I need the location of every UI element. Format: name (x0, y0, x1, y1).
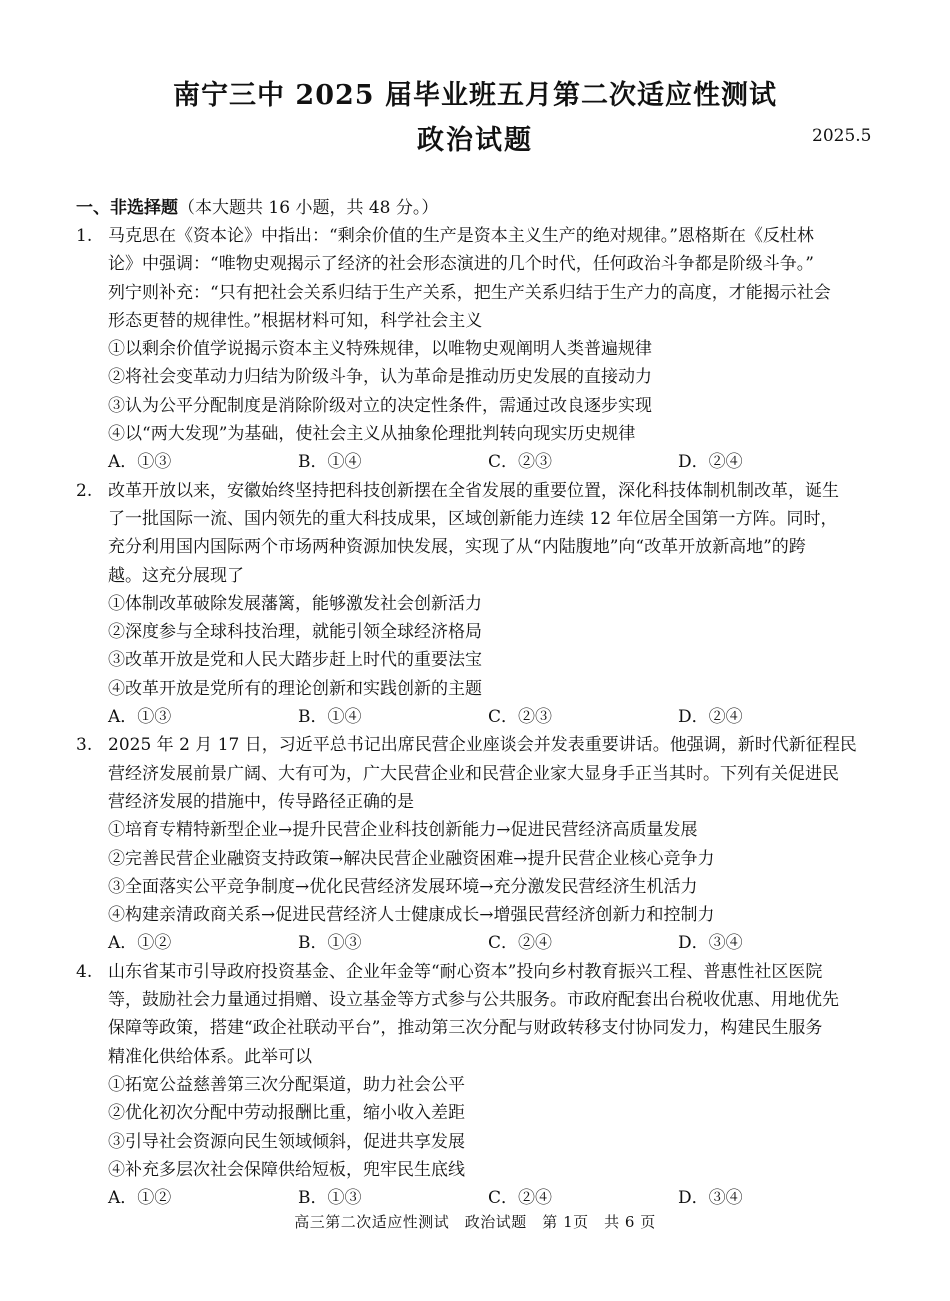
exam-title: 南宁三中 2025 届毕业班五月第二次适应性测试 (173, 80, 777, 111)
statement-option (0, 363, 950, 391)
statement-option (0, 420, 950, 448)
statement-text: ④补充多层次社会保障供给短板，兜牢民生底线 (108, 1159, 465, 1180)
question-1 (0, 222, 950, 477)
answer-choice: B．①③ (298, 1188, 362, 1209)
exam-subtitle: 政治试题 (417, 125, 533, 156)
question-text-line (0, 562, 950, 590)
question-stem-text: 保障等政策，搭建“政企社联动平台”，推动第三次分配与财政转移支付协同发力，构建民生服务 (108, 1018, 823, 1039)
question-text-line (0, 222, 950, 250)
statement-option (0, 590, 950, 618)
question-number: 3. (76, 735, 93, 756)
question-text-line (0, 307, 950, 335)
statement-text: ④以“两大发现”为基础，使社会主义从抽象伦理批判转向现实历史规律 (108, 424, 636, 445)
question-text-line (0, 477, 950, 505)
answer-choice: C．②④ (488, 1188, 553, 1209)
answer-choice: A．①③ (108, 707, 172, 728)
section-heading (76, 193, 438, 218)
question-stem-text: 充分利用国内国际两个市场两种资源加快发展，实现了从“内陆腹地”向“改革开放新高地”的跨 (108, 537, 806, 558)
answer-choices (0, 929, 950, 957)
statement-option (0, 618, 950, 646)
statement-text: ②优化初次分配中劳动报酬比重，缩小收入差距 (108, 1103, 465, 1124)
answer-choices (0, 448, 950, 476)
section-note: （本大题共 16 小题，共 48 分。） (178, 198, 439, 218)
question-stem-text: 营经济发展前景广阔、大有可为，广大民营企业和民营企业家大显身手正当其时。下列有关促进民 (108, 763, 839, 784)
answer-choice: C．②③ (488, 452, 553, 473)
statement-option (0, 1128, 950, 1156)
question-2 (0, 477, 950, 732)
statement-text: ①体制改革破除发展藩篱，能够激发社会创新活力 (108, 593, 482, 614)
question-number: 1. (76, 226, 93, 246)
statement-text: ②完善民营企业融资支持政策→解决民营企业融资困难→提升民营企业核心竞争力 (108, 848, 715, 869)
answer-choice: A．①③ (108, 452, 172, 473)
question-text-line (0, 250, 950, 278)
statement-option (0, 901, 950, 929)
question-list (0, 222, 950, 1212)
statement-text: ②深度参与全球科技治理，就能引领全球经济格局 (108, 622, 482, 643)
statement-text: ②将社会变革动力归结为阶级斗争，认为革命是推动历史发展的直接动力 (108, 367, 652, 388)
answer-choices (0, 703, 950, 731)
statement-option (0, 1099, 950, 1127)
statement-text: ①培育专精特新型企业→提升民营企业科技创新能力→促进民营经济高质量发展 (108, 820, 698, 841)
answer-choice: B．①③ (298, 933, 362, 954)
statement-text: ③改革开放是党和人民大踏步赶上时代的重要法宝 (108, 650, 482, 671)
question-stem-text: 了一批国际一流、国内领先的重大科技成果，区域创新能力连续 12 年位居全国第一方阵。同时， (108, 508, 838, 529)
question-stem-text: 论》中强调：“唯物史观揭示了经济的社会形态演进的几个时代，任何政治斗争都是阶级斗争。” (108, 254, 814, 275)
statement-option (0, 675, 950, 703)
answer-choice: D．②④ (678, 452, 743, 473)
question-stem-text: 山东省某市引导政府投资基金、企业年金等“耐心资本”投向乡村教育振兴工程、普惠性社区医院 (108, 961, 823, 982)
section-title: 一、非选择题 (76, 198, 178, 218)
answer-choice: C．②③ (488, 707, 553, 728)
statement-text: ③认为公平分配制度是消除阶级对立的决定性条件，需通过改良逐步实现 (108, 395, 652, 416)
question-text-line (0, 958, 950, 986)
question-text-line (0, 1043, 950, 1071)
statement-option (0, 1071, 950, 1099)
answer-choice: A．①② (108, 1188, 172, 1209)
statement-option (0, 873, 950, 901)
statement-text: ①以剩余价值学说揭示资本主义特殊规律，以唯物史观阐明人类普遍规律 (108, 339, 652, 360)
answer-choice: C．②④ (488, 933, 553, 954)
question-text-line (0, 505, 950, 533)
statement-text: ④构建亲清政商关系→促进民营经济人士健康成长→增强民营经济创新力和控制力 (108, 905, 715, 926)
question-stem-text: 营经济发展的措施中，传导路径正确的是 (108, 791, 414, 812)
statement-text: ③全面落实公平竞争制度→优化民营经济发展环境→充分激发民营经济生机活力 (108, 876, 698, 897)
page-footer: 高三第二次适应性测试 政治试题 第 1页 共 6 页 (294, 1213, 656, 1231)
question-stem-text: 列宁则补充：“只有把社会关系归结于生产关系，把生产关系归结于生产力的高度，才能揭示社会 (108, 282, 831, 303)
question-number: 2. (76, 480, 93, 501)
question-3 (0, 731, 950, 957)
statement-text: ①拓宽公益慈善第三次分配渠道，助力社会公平 (108, 1074, 465, 1095)
statement-option (0, 646, 950, 674)
question-number: 4. (76, 961, 93, 982)
answer-choice: A．①② (108, 933, 172, 954)
statement-option (0, 335, 950, 363)
exam-date: 2025.5 (812, 126, 872, 146)
question-stem-text: 精准化供给体系。此举可以 (108, 1046, 312, 1067)
statement-option (0, 845, 950, 873)
question-text-line (0, 533, 950, 561)
statement-text: ③引导社会资源向民生领域倾斜，促进共享发展 (108, 1131, 465, 1152)
answer-choices (0, 1184, 950, 1212)
question-stem-text: 2025 年 2 月 17 日，习近平总书记出席民营企业座谈会并发表重要讲话。他强调，新时代新征程民 (108, 735, 857, 756)
question-text-line (0, 986, 950, 1014)
question-text-line (0, 760, 950, 788)
answer-choice: B．①④ (298, 452, 362, 473)
question-text-line (0, 788, 950, 816)
answer-choice: B．①④ (298, 707, 362, 728)
question-stem-text: 等，鼓励社会力量通过捐赠、设立基金等方式参与公共服务。市政府配套出台税收优惠、用地优先 (108, 990, 839, 1011)
question-text-line (0, 1014, 950, 1042)
statement-text: ④改革开放是党所有的理论创新和实践创新的主题 (108, 678, 482, 699)
question-stem-text: 马克思在《资本论》中指出：“剩余价值的生产是资本主义生产的绝对规律。”恩格斯在《反杜林 (108, 226, 814, 246)
question-text-line (0, 731, 950, 759)
statement-option (0, 816, 950, 844)
answer-choice: D．②④ (678, 707, 743, 728)
answer-choice: D．③④ (678, 933, 743, 954)
question-stem-text: 越。这充分展现了 (108, 565, 244, 586)
answer-choice: D．③④ (678, 1188, 743, 1209)
statement-option (0, 1156, 950, 1184)
question-stem-text: 形态更替的规律性。”根据材料可知，科学社会主义 (108, 310, 483, 331)
question-stem-text: 改革开放以来，安徽始终坚持把科技创新摆在全省发展的重要位置，深化科技体制机制改革，诞生 (108, 480, 839, 501)
statement-option (0, 392, 950, 420)
question-text-line (0, 279, 950, 307)
question-4 (0, 958, 950, 1213)
